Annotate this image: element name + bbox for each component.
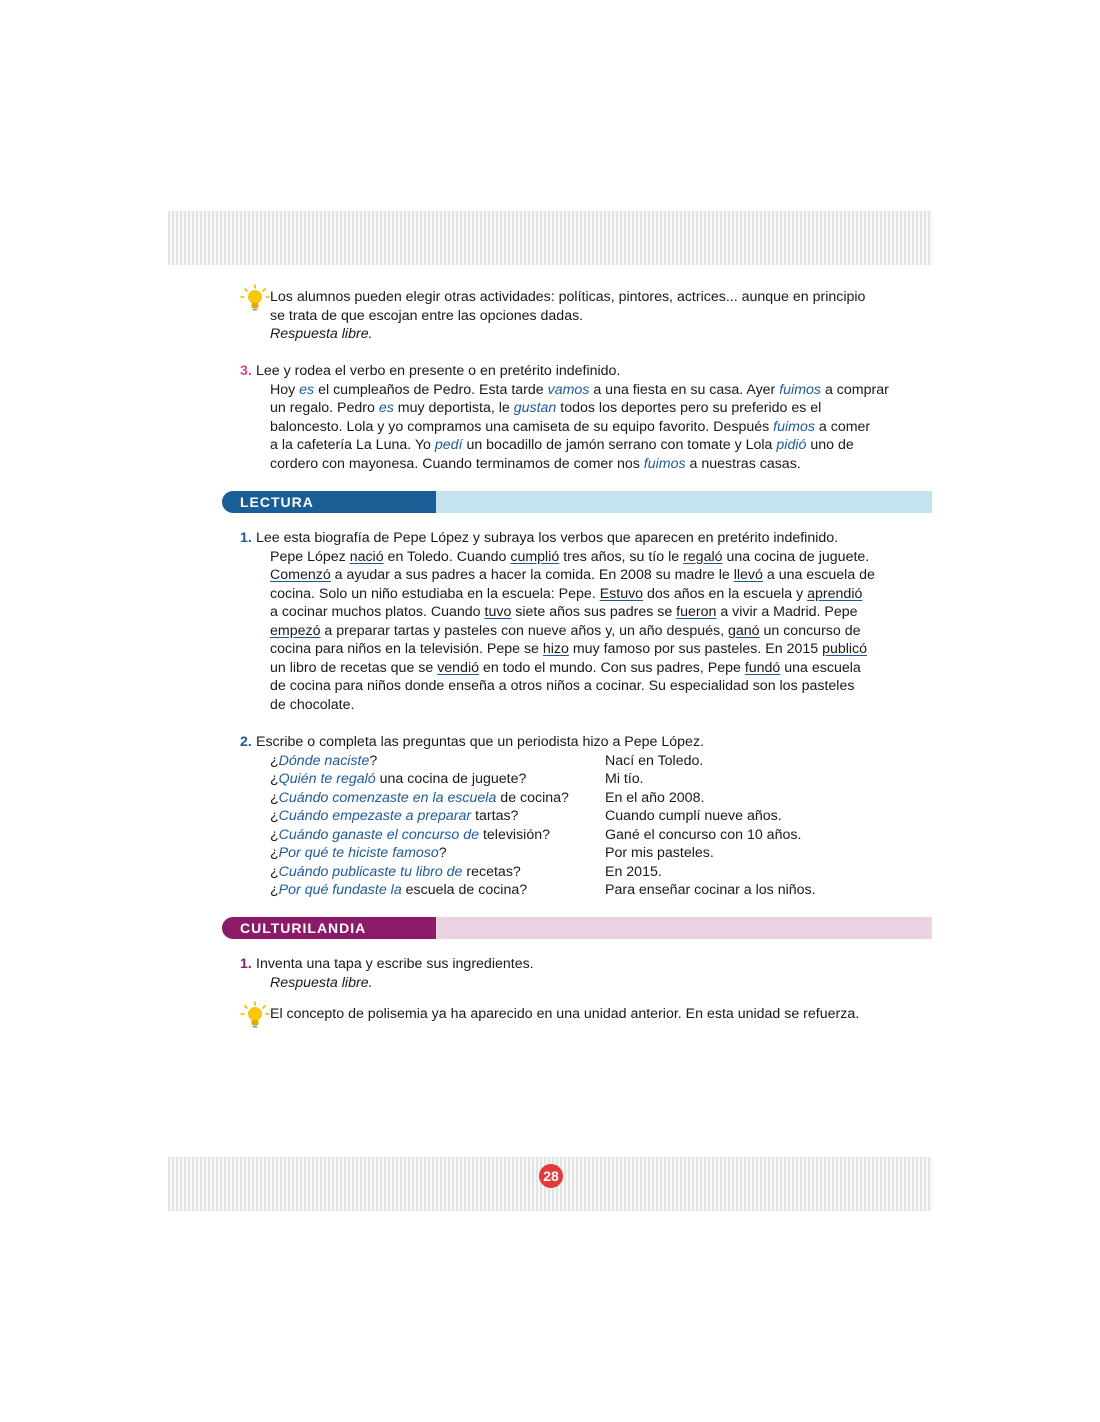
- answer-verb: Por qué te hiciste famoso: [278, 845, 439, 861]
- text-run: un concurso de: [759, 622, 861, 639]
- interview-answer: Gané el concurso con 10 años.: [605, 826, 802, 843]
- interview-question: [270, 844, 605, 863]
- exercise-number: 3.: [240, 363, 252, 379]
- interview-question: [270, 770, 605, 789]
- text-run: a ayudar a sus padres a hacer la comida. En 2008 su madre le: [330, 567, 734, 583]
- text-line: [270, 399, 860, 418]
- text-line: [270, 622, 860, 641]
- interview-row: [270, 770, 870, 789]
- interview-answer: En 2015.: [605, 863, 662, 880]
- text-line: [270, 603, 860, 622]
- answer-verb: Por qué fundaste la: [278, 882, 402, 898]
- text-run: ¿: [270, 882, 279, 898]
- text-run: cocina. Solo un niño estudiaba en la escuela: Pepe.: [270, 585, 600, 602]
- lightbulb-icon: [240, 1001, 270, 1031]
- underlined-verb: publicó: [822, 641, 868, 657]
- text-line: [270, 640, 868, 659]
- tip-answer: Respuesta libre.: [270, 326, 373, 342]
- underlined-verb: aprendió: [807, 585, 863, 602]
- text-run: una escuela: [780, 659, 861, 676]
- interview-row: [270, 807, 870, 826]
- text-run: a nuestras casas.: [685, 455, 801, 472]
- text-run: ¿: [270, 752, 279, 769]
- underlined-verb: regaló: [683, 548, 723, 565]
- answer-verb: fuimos: [773, 418, 815, 435]
- lightbulb-icon: [240, 284, 270, 314]
- tip-line: Los alumnos pueden elegir otras actividades: políticas, pintores, actrices... aunque en principio: [270, 289, 866, 305]
- text-run: todos los deportes pero su preferido es el: [556, 400, 822, 416]
- text-run: una cocina de juguete?: [375, 771, 527, 787]
- tip-note: El concepto de polisemia ya ha aparecido en una unidad anterior. En esta unidad se refuerza.: [270, 1006, 860, 1022]
- exercise-3-text: [270, 381, 889, 474]
- interview-question: [270, 752, 605, 771]
- interview-row: [270, 844, 870, 863]
- text-run: de chocolate.: [270, 696, 355, 713]
- text-run: a comprar: [821, 381, 889, 398]
- interview-question: [270, 826, 605, 845]
- text-run: en todo el mundo. Con sus padres, Pepe: [479, 659, 745, 676]
- answer-verb: es: [378, 400, 394, 416]
- underlined-verb: fueron: [676, 604, 717, 620]
- text-run: a vivir a Madrid. Pepe: [716, 604, 858, 620]
- text-run: Hoy: [270, 381, 300, 398]
- answer-verb: Quién te regaló: [278, 771, 376, 787]
- underlined-verb: Estuvo: [599, 585, 644, 602]
- text-run: dos años en la escuela y: [643, 585, 808, 602]
- tip-note: [270, 288, 866, 344]
- answer-verb: Cuándo ganaste el concurso de: [278, 826, 480, 843]
- text-run: tres años, su tío le: [559, 548, 684, 565]
- underlined-verb: ganó: [727, 622, 760, 639]
- exercise-instruction: Escribe o completa las preguntas que un periodista hizo a Pepe López.: [256, 734, 704, 750]
- text-run: ¿: [270, 808, 279, 824]
- text-line: [270, 455, 860, 474]
- text-line: [270, 436, 860, 455]
- text-line: [270, 677, 860, 696]
- answer-verb: pedí: [434, 437, 463, 453]
- exercise-number: 2.: [240, 734, 252, 750]
- section-title: LECTURA: [222, 491, 436, 513]
- answer-verb: Cuándo publicaste tu libro de: [278, 863, 463, 880]
- interview-row: [270, 881, 870, 900]
- biography-text: [270, 548, 875, 715]
- interview-question: [270, 789, 605, 808]
- interview-answer: Por mis pasteles.: [605, 845, 714, 861]
- exercise-answer: Respuesta libre.: [270, 974, 373, 991]
- exercise-number: 1.: [240, 530, 252, 546]
- text-line: [270, 381, 889, 400]
- text-run: el cumpleaños de Pedro. Esta tarde: [314, 381, 548, 398]
- underlined-verb: tuvo: [484, 604, 512, 620]
- text-run: cocina para niños en la televisión. Pepe se: [270, 641, 543, 657]
- page-number-badge: 28: [539, 1164, 563, 1188]
- text-run: a comer: [814, 418, 871, 435]
- answer-verb: es: [299, 381, 315, 398]
- text-run: un bocadillo de jamón serrano con tomate y Lola: [462, 437, 777, 453]
- exercise-instruction: Lee y rodea el verbo en presente o en pretérito indefinido.: [256, 363, 621, 379]
- text-run: un regalo. Pedro: [270, 400, 379, 416]
- text-line: [270, 548, 870, 567]
- answer-verb: fuimos: [643, 455, 686, 472]
- interview-row: [270, 863, 870, 882]
- underlined-verb: llevó: [733, 567, 763, 583]
- text-run: tartas?: [471, 808, 519, 824]
- answer-verb: Cuándo empezaste a preparar: [278, 808, 472, 824]
- text-run: muy deportista, le: [393, 400, 514, 416]
- interview-question: [270, 807, 605, 826]
- text-line: [270, 418, 871, 437]
- text-run: una cocina de juguete.: [722, 548, 870, 565]
- text-run: de cocina?: [496, 789, 569, 806]
- text-run: a una fiesta en su casa. Ayer: [589, 381, 780, 398]
- text-run: ?: [438, 845, 447, 861]
- interview-questions: [270, 752, 870, 900]
- text-run: en Toledo. Cuando: [383, 548, 511, 565]
- text-run: a preparar tartas y pasteles con nueve años y, un año después,: [320, 622, 728, 639]
- text-run: cordero con mayonesa. Cuando terminamos de comer nos: [270, 455, 644, 472]
- text-run: escuela de cocina?: [401, 882, 528, 898]
- answer-verb: vamos: [547, 381, 590, 398]
- text-run: ¿: [270, 826, 279, 843]
- text-line: [270, 696, 860, 715]
- text-run: un libro de recetas que se: [270, 659, 438, 676]
- underlined-verb: hizo: [542, 641, 569, 657]
- underlined-verb: nació: [349, 548, 384, 565]
- underlined-verb: Comenzó: [270, 567, 331, 583]
- interview-question: [270, 863, 605, 882]
- text-run: recetas?: [462, 863, 521, 880]
- text-run: a cocinar muchos platos. Cuando: [270, 604, 485, 620]
- interview-answer: Nací en Toledo.: [605, 752, 704, 769]
- interview-answer: Mi tío.: [605, 771, 644, 787]
- interview-question: [270, 881, 605, 900]
- exercise-number: 1.: [240, 956, 252, 972]
- exercise-instruction: Lee esta biografía de Pepe López y subraya los verbos que aparecen en pretérito indefinido.: [256, 530, 839, 546]
- text-run: a la cafetería La Luna. Yo: [270, 437, 435, 453]
- section-header-lectura: [222, 491, 932, 513]
- interview-answer: En el año 2008.: [605, 789, 705, 806]
- text-line: [270, 566, 875, 585]
- underlined-verb: fundó: [744, 659, 781, 676]
- interview-answer: Para enseñar cocinar a los niños.: [605, 882, 816, 898]
- text-line: [270, 585, 863, 604]
- answer-verb: Cuándo comenzaste en la escuela: [278, 789, 497, 806]
- exercise-instruction: Inventa una tapa y escribe sus ingredientes.: [256, 956, 534, 972]
- text-run: ¿: [270, 845, 279, 861]
- text-run: de cocina para niños donde enseña a otros niños a cocinar. Su especialidad son los pasteles: [270, 678, 855, 694]
- text-line: [270, 659, 860, 678]
- interview-row: [270, 789, 870, 808]
- text-run: Pepe López: [270, 548, 350, 565]
- section-header-culturilandia: [222, 917, 932, 939]
- tip-line: se trata de que escojan entre las opciones dadas.: [270, 307, 584, 324]
- answer-verb: Dónde naciste: [278, 752, 370, 769]
- underlined-verb: empezó: [270, 622, 321, 639]
- answer-verb: gustan: [513, 400, 557, 416]
- text-run: uno de: [806, 437, 854, 453]
- underlined-verb: cumplió: [510, 548, 560, 565]
- text-run: siete años sus padres se: [511, 604, 677, 620]
- interview-row: [270, 752, 870, 771]
- text-run: ¿: [270, 771, 279, 787]
- interview-answer: Cuando cumplí nueve años.: [605, 808, 782, 824]
- text-run: ?: [369, 752, 378, 769]
- text-run: baloncesto. Lola y yo compramos una camiseta de su equipo favorito. Después: [270, 418, 774, 435]
- underlined-verb: vendió: [437, 659, 480, 676]
- text-run: ¿: [270, 789, 279, 806]
- text-run: muy famoso por sus pasteles. En 2015: [568, 641, 823, 657]
- text-run: televisión?: [479, 826, 550, 843]
- interview-row: [270, 826, 870, 845]
- answer-verb: pidió: [776, 437, 807, 453]
- top-decorative-band: [168, 211, 932, 265]
- text-run: a una escuela de: [762, 567, 875, 583]
- answer-verb: fuimos: [779, 381, 822, 398]
- section-title: CULTURILANDIA: [222, 917, 436, 939]
- text-run: ¿: [270, 863, 279, 880]
